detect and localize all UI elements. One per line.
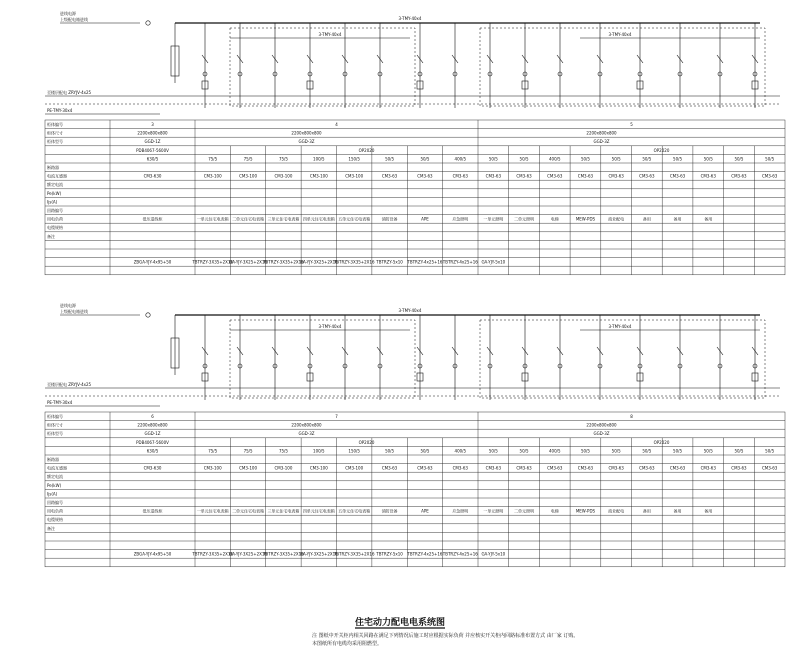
ct-ratio: 50/5 <box>488 448 498 454</box>
load-name: 备用 <box>642 216 651 222</box>
ct-ratio: 50/5 <box>703 448 713 454</box>
load-name: APE <box>421 508 429 514</box>
cabinet-maker: PDB4067-5600V <box>136 439 169 445</box>
breaker-model: CM3-63 <box>761 173 778 179</box>
busbar-label: 3-TMY-40x4 <box>398 308 422 313</box>
incoming-label: 进线电源 <box>60 303 76 308</box>
ct-ratio: 50/5 <box>580 448 590 454</box>
panel-top <box>45 10 785 275</box>
cable-spec: TBTRZY-4x25+16 <box>442 259 478 265</box>
breaker-model: CM3-63 <box>381 173 398 179</box>
row-label: 电缆规格 <box>47 517 63 523</box>
cable-spec: ZBGA-YJY-4x95+50 <box>133 551 172 557</box>
breaker-model: CM3-100 <box>309 173 328 179</box>
ct-ratio: 400/5 <box>548 156 561 162</box>
row-label: 额定电流 <box>47 474 63 480</box>
ground-bar-label: PE-TMY-30x4 <box>47 400 73 405</box>
ct-ratio: 50/5 <box>734 156 744 162</box>
cabinet-model: GGD-1Z <box>144 431 161 437</box>
breaker-model: CM3-63 <box>577 173 594 179</box>
load-name: 消防设备 <box>381 216 398 222</box>
incoming-sub-label: 上级配电箱进线 <box>60 309 88 314</box>
load-name: 一单元住宅电表箱 <box>196 216 229 222</box>
breaker-model: CM3-63 <box>452 465 468 471</box>
cabinet-size: 2200x800x800 <box>137 422 168 428</box>
breaker-model: CM3-100 <box>309 465 328 471</box>
load-name: MEW-PDS <box>575 508 596 514</box>
load-name: 备用 <box>673 508 682 514</box>
cable-spec: GA-YJY-3X25+2X16 <box>299 551 338 557</box>
cabinet-outline-2 <box>230 28 415 106</box>
rail-note: 至楼层配电 ZRYJV-4x25 <box>47 382 92 387</box>
ct-ratio: 50/5 <box>519 448 529 454</box>
row-label: Ijs(A) <box>47 199 58 205</box>
row-label: 柜体编号 <box>47 414 63 419</box>
breaker-model: CM3-63 <box>485 465 502 471</box>
ct-ratio: 75/5 <box>208 448 218 454</box>
cable-spec: TBTRZY-4x25+16 <box>407 551 443 557</box>
load-name: 三单元住宅电表箱 <box>267 508 300 514</box>
row-label: 用电负荷 <box>47 508 63 514</box>
ct-ratio: 400/5 <box>548 448 561 454</box>
incoming-meter <box>146 313 150 317</box>
load-name: APE <box>421 216 429 222</box>
cable-spec: TBTRZY-3X35+2X16 <box>192 551 234 557</box>
ct-ratio: 630/5 <box>146 448 159 454</box>
row-label: 回路编号 <box>47 500 63 505</box>
incoming-label: 进线电源 <box>60 11 76 16</box>
breaker-model: CM3-100 <box>274 173 293 179</box>
breaker-model: CM3-63 <box>381 465 398 471</box>
cabinet-size: 2200x800x800 <box>586 422 617 428</box>
breaker-model: CM3-63 <box>452 173 468 179</box>
row-label: Ijs(A) <box>47 491 58 497</box>
breaker-model: CM3-63 <box>417 173 433 179</box>
cabinet-number: 3 <box>151 122 154 127</box>
breaker-model: CM3-63 <box>639 465 655 471</box>
drawing-title: 住宅动力配电电系统图 <box>354 618 446 628</box>
ct-ratio: 150/5 <box>348 448 360 454</box>
load-name: 商业配电 <box>608 216 625 222</box>
load-name: 五单元住宅电表箱 <box>338 508 371 514</box>
load-name: 应急照明 <box>452 508 469 514</box>
cable-spec: TBTRZY-5x10 <box>376 551 403 557</box>
cable-spec: ZBGA-YJY-4x95+50 <box>133 259 172 265</box>
load-name: 应急照明 <box>452 216 469 222</box>
load-name: 备用 <box>704 508 713 514</box>
ct-ratio: 50/5 <box>673 448 683 454</box>
cabinet-number: 7 <box>335 414 338 419</box>
load-name: 二单元住宅电表箱 <box>232 216 265 222</box>
cabinet-size: 2200x800x800 <box>137 130 168 136</box>
breaker-model: CM3-100 <box>345 173 364 179</box>
cabinet-model: GGD-3Z <box>593 431 610 437</box>
ct-ratio: 50/5 <box>519 156 529 162</box>
load-name: 二单元住宅电表箱 <box>232 508 265 514</box>
breaker-model: CM3-63 <box>761 465 778 471</box>
load-name: 四单元住宅电表箱 <box>302 508 335 514</box>
note-line-2: 本图纸所有电缆均采用阻燃型。 <box>312 641 383 647</box>
cable-spec: TBTRZY-3X35+2X16 <box>263 259 304 265</box>
ct-ratio: 50/5 <box>765 156 775 162</box>
load-name: 一单元照明 <box>483 216 504 222</box>
load-name: 四单元住宅电表箱 <box>302 216 335 222</box>
row-label: 柜体尺寸 <box>47 422 63 428</box>
breaker-model: CM3-63 <box>700 173 716 179</box>
breaker-model: CM3-63 <box>516 173 532 179</box>
breaker-model: CM3-100 <box>203 173 222 179</box>
ct-ratio: 50/5 <box>673 156 683 162</box>
row-label: 额定电流 <box>47 182 63 188</box>
ct-ratio: 75/5 <box>278 156 288 162</box>
breaker-model: CM3-63 <box>547 465 563 471</box>
ct-ratio: 75/5 <box>243 448 253 454</box>
ct-ratio: 75/5 <box>278 448 288 454</box>
load-name: 二单元照明 <box>514 216 535 222</box>
load-name: 一单元照明 <box>483 508 504 514</box>
cable-spec: TBTRZY-3X35+2X16 <box>333 551 375 557</box>
incoming-meter <box>146 21 150 25</box>
ct-ratio: 50/5 <box>580 156 590 162</box>
breaker-model: CM3-63 <box>608 465 624 471</box>
load-name: 五单元住宅电表箱 <box>338 216 371 222</box>
cabinet-outline-3 <box>480 28 765 106</box>
breaker-model: CM3-63 <box>417 465 433 471</box>
breaker-model: CM3-63 <box>731 173 747 179</box>
load-name: 消防设备 <box>381 508 398 514</box>
cabinet-outline-3 <box>480 320 765 398</box>
load-name: 低压进线柜 <box>142 508 163 514</box>
cable-spec: TBTRZY-4x25+16 <box>442 551 478 557</box>
row-label: Pe(kW) <box>47 190 62 196</box>
breaker-model: CM3-63 <box>669 173 686 179</box>
cabinet-number: 4 <box>335 122 338 127</box>
row-label: 柜体编号 <box>47 122 63 127</box>
load-name: 电梯 <box>550 216 559 222</box>
ct-ratio: 50/5 <box>488 156 498 162</box>
ct-ratio: 50/5 <box>611 448 621 454</box>
cabinet-maker: OP2020 <box>653 147 670 153</box>
load-name: 二单元照明 <box>514 508 535 514</box>
cabinet-model: GGD-3Z <box>593 139 610 145</box>
breaker-model: CM3-630 <box>143 173 162 179</box>
cabinet-number: 6 <box>151 414 154 419</box>
ct-ratio: 50/5 <box>642 156 652 162</box>
breaker-model: CM3-63 <box>669 465 686 471</box>
load-name: 低压进线柜 <box>142 216 163 222</box>
breaker-model: CM3-100 <box>345 465 364 471</box>
note-line-1: 注 图纸中开关柜内相关回路在满足下列情况后施工时应根据实际负荷 并应核实开关柜内回路标准布置方式 由厂家 订购。 <box>312 633 579 639</box>
incoming-sub-label: 上级配电箱进线 <box>60 17 88 22</box>
ct-ratio: 75/5 <box>208 156 218 162</box>
breaker-model: CM3-63 <box>700 465 716 471</box>
cable-spec: GA-YJY-5x10 <box>481 551 506 557</box>
cabinet-model: GGD-3Z <box>298 431 315 437</box>
load-name: 一单元住宅电表箱 <box>196 508 229 514</box>
load-name: 备用 <box>642 508 651 514</box>
cabinet-size: 2200x800x800 <box>291 422 322 428</box>
cable-spec: GA-YJY-3X25+2X16 <box>299 259 338 265</box>
busbar-label: 3-TMY-40x4 <box>398 16 422 21</box>
ct-ratio: 50/5 <box>734 448 744 454</box>
ct-ratio: 630/5 <box>146 156 159 162</box>
cable-spec: TBTRZY-3X35+2X16 <box>192 259 234 265</box>
ct-ratio: 75/5 <box>243 156 253 162</box>
row-label: 柜体型号 <box>47 431 63 437</box>
ct-ratio: 50/5 <box>703 156 713 162</box>
row-label: 回路编号 <box>47 208 63 213</box>
cabinet-maker: OP2020 <box>653 439 670 445</box>
cable-spec: GA-YJY-3X25+2X16 <box>229 259 267 265</box>
row-label: 电流互感器 <box>47 465 67 471</box>
cabinet-number: 5 <box>630 122 633 127</box>
breaker-model: CM3-63 <box>608 173 624 179</box>
row-label: Pe(kW) <box>47 482 62 488</box>
ground-bar-label: PE-TMY-30x4 <box>47 108 73 113</box>
load-name: 三单元住宅电表箱 <box>267 216 300 222</box>
breaker-model: CM3-630 <box>143 465 162 471</box>
ct-ratio: 100/5 <box>313 156 325 162</box>
row-label: 断路器 <box>47 457 59 462</box>
sub-bus-label-2: 3-TMY-40x4 <box>608 32 632 37</box>
ct-ratio: 50/5 <box>385 448 395 454</box>
ct-ratio: 50/5 <box>420 448 430 454</box>
cabinet-number: 8 <box>630 414 633 419</box>
panel-bottom <box>45 302 785 567</box>
row-label: 备注 <box>47 525 55 531</box>
row-label: 断路器 <box>47 165 59 170</box>
cable-spec: TBTRZY-3X35+2X16 <box>263 551 304 557</box>
ct-ratio: 150/5 <box>348 156 360 162</box>
row-label: 电流互感器 <box>47 173 67 179</box>
ct-ratio: 400/5 <box>454 156 467 162</box>
ct-ratio: 50/5 <box>611 156 621 162</box>
ct-ratio: 50/5 <box>642 448 652 454</box>
cable-spec: GA-YJY-3X25+2X16 <box>229 551 267 557</box>
row-label: 电缆规格 <box>47 225 63 231</box>
rail-note: 至楼层配电 ZRYJV-4x25 <box>47 90 92 95</box>
cabinet-maker: OP2020 <box>358 439 375 445</box>
cabinet-size: 2200x800x800 <box>586 130 617 136</box>
ct-ratio: 50/5 <box>765 448 775 454</box>
breaker-model: CM3-63 <box>731 465 747 471</box>
cable-spec: TBTRZY-3X35+2X16 <box>333 259 375 265</box>
load-name: 备用 <box>673 216 682 222</box>
cabinet-maker: OP2020 <box>358 147 375 153</box>
breaker-model: CM3-63 <box>577 465 594 471</box>
ct-ratio: 400/5 <box>454 448 467 454</box>
breaker-model: CM3-100 <box>239 465 257 471</box>
cabinet-size: 2200x800x800 <box>291 130 322 136</box>
ct-ratio: 50/5 <box>420 156 430 162</box>
breaker-model: CM3-63 <box>639 173 655 179</box>
sub-bus-label-1: 3-TMY-40x4 <box>318 324 342 329</box>
cabinet-model: GGD-3Z <box>298 139 315 145</box>
sub-bus-label-2: 3-TMY-40x4 <box>608 324 632 329</box>
load-name: MEW-PDS <box>575 216 596 222</box>
load-name: 电梯 <box>550 508 559 514</box>
breaker-model: CM3-100 <box>239 173 257 179</box>
breaker-model: CM3-63 <box>547 173 563 179</box>
cable-spec: TBTRZY-5x10 <box>376 259 403 265</box>
cable-spec: GA-YJY-5x10 <box>481 259 506 265</box>
breaker-model: CM3-100 <box>203 465 222 471</box>
row-label: 备注 <box>47 233 55 239</box>
breaker-model: CM3-100 <box>274 465 293 471</box>
cable-spec: TBTRZY-4x25+16 <box>407 259 443 265</box>
cabinet-model: GGD-1Z <box>144 139 161 145</box>
ct-ratio: 50/5 <box>385 156 395 162</box>
breaker-model: CM3-63 <box>485 173 502 179</box>
load-name: 备用 <box>704 216 713 222</box>
row-label: 柜体型号 <box>47 139 63 145</box>
sub-bus-label-1: 3-TMY-40x4 <box>318 32 342 37</box>
row-label: 用电负荷 <box>47 216 63 222</box>
cabinet-outline-2 <box>230 320 415 398</box>
cabinet-maker: PDB4067-5600V <box>136 147 169 153</box>
row-label: 柜体尺寸 <box>47 130 63 136</box>
ct-ratio: 100/5 <box>313 448 325 454</box>
load-name: 商业配电 <box>608 508 625 514</box>
breaker-model: CM3-63 <box>516 465 532 471</box>
